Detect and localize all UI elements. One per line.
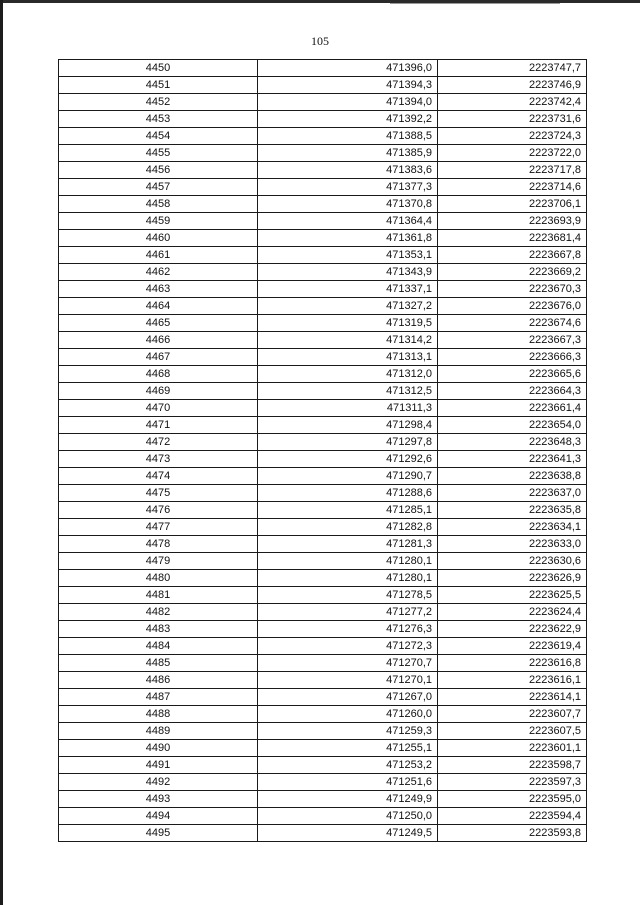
point-number-cell: 4484 (59, 638, 258, 655)
table-row (59, 349, 587, 366)
y-coordinate-cell: 2223724,3 (438, 128, 587, 145)
y-coordinate-cell: 2223622,9 (438, 621, 587, 638)
point-number-cell: 4453 (59, 111, 258, 128)
table-row (59, 485, 587, 502)
x-coordinate-cell: 471314,2 (258, 332, 438, 349)
point-number-cell: 4481 (59, 587, 258, 604)
table-row (59, 298, 587, 315)
table-row (59, 502, 587, 519)
x-coordinate-cell: 471327,2 (258, 298, 438, 315)
table-row (59, 468, 587, 485)
table-row (59, 740, 587, 757)
x-coordinate-cell: 471319,5 (258, 315, 438, 332)
y-coordinate-cell: 2223641,3 (438, 451, 587, 468)
point-number-cell: 4489 (59, 723, 258, 740)
x-coordinate-cell: 471394,0 (258, 94, 438, 111)
x-coordinate-cell: 471270,1 (258, 672, 438, 689)
table-row (59, 400, 587, 417)
point-number-cell: 4451 (59, 77, 258, 94)
table-row (59, 638, 587, 655)
y-coordinate-cell: 2223706,1 (438, 196, 587, 213)
y-coordinate-cell: 2223681,4 (438, 230, 587, 247)
y-coordinate-cell: 2223667,3 (438, 332, 587, 349)
point-number-cell: 4477 (59, 519, 258, 536)
scan-border-left (0, 0, 3, 905)
table-row (59, 383, 587, 400)
point-number-cell: 4465 (59, 315, 258, 332)
point-number-cell: 4488 (59, 706, 258, 723)
point-number-cell: 4459 (59, 213, 258, 230)
y-coordinate-cell: 2223634,1 (438, 519, 587, 536)
point-number-cell: 4474 (59, 468, 258, 485)
table-row (59, 213, 587, 230)
table-row (59, 434, 587, 451)
table-row (59, 366, 587, 383)
x-coordinate-cell: 471267,0 (258, 689, 438, 706)
y-coordinate-cell: 2223747,7 (438, 60, 587, 77)
x-coordinate-cell: 471270,7 (258, 655, 438, 672)
x-coordinate-cell: 471290,7 (258, 468, 438, 485)
table-row (59, 451, 587, 468)
x-coordinate-cell: 471343,9 (258, 264, 438, 281)
point-number-cell: 4480 (59, 570, 258, 587)
y-coordinate-cell: 2223731,6 (438, 111, 587, 128)
point-number-cell: 4475 (59, 485, 258, 502)
point-number-cell: 4494 (59, 808, 258, 825)
table-row (59, 757, 587, 774)
point-number-cell: 4463 (59, 281, 258, 298)
y-coordinate-cell: 2223616,1 (438, 672, 587, 689)
y-coordinate-cell: 2223664,3 (438, 383, 587, 400)
table-row (59, 162, 587, 179)
y-coordinate-cell: 2223595,0 (438, 791, 587, 808)
point-number-cell: 4469 (59, 383, 258, 400)
y-coordinate-cell: 2223625,5 (438, 587, 587, 604)
table-row (59, 332, 587, 349)
x-coordinate-cell: 471392,2 (258, 111, 438, 128)
table-row (59, 264, 587, 281)
table-row (59, 553, 587, 570)
y-coordinate-cell: 2223666,3 (438, 349, 587, 366)
table-row (59, 706, 587, 723)
point-number-cell: 4471 (59, 417, 258, 434)
table-row (59, 281, 587, 298)
y-coordinate-cell: 2223593,8 (438, 825, 587, 842)
x-coordinate-cell: 471255,1 (258, 740, 438, 757)
point-number-cell: 4455 (59, 145, 258, 162)
x-coordinate-cell: 471364,4 (258, 213, 438, 230)
x-coordinate-cell: 471249,5 (258, 825, 438, 842)
x-coordinate-cell: 471277,2 (258, 604, 438, 621)
point-number-cell: 4460 (59, 230, 258, 247)
table-row (59, 417, 587, 434)
x-coordinate-cell: 471259,3 (258, 723, 438, 740)
y-coordinate-cell: 2223654,0 (438, 417, 587, 434)
table-row (59, 808, 587, 825)
table-row (59, 145, 587, 162)
point-number-cell: 4470 (59, 400, 258, 417)
x-coordinate-cell: 471313,1 (258, 349, 438, 366)
table-row (59, 604, 587, 621)
y-coordinate-cell: 2223693,9 (438, 213, 587, 230)
point-number-cell: 4466 (59, 332, 258, 349)
x-coordinate-cell: 471253,2 (258, 757, 438, 774)
table-row (59, 315, 587, 332)
coordinates-table-body (59, 60, 587, 842)
x-coordinate-cell: 471311,3 (258, 400, 438, 417)
y-coordinate-cell: 2223648,3 (438, 434, 587, 451)
x-coordinate-cell: 471280,1 (258, 553, 438, 570)
point-number-cell: 4458 (59, 196, 258, 213)
y-coordinate-cell: 2223674,6 (438, 315, 587, 332)
y-coordinate-cell: 2223638,8 (438, 468, 587, 485)
y-coordinate-cell: 2223676,0 (438, 298, 587, 315)
y-coordinate-cell: 2223624,4 (438, 604, 587, 621)
y-coordinate-cell: 2223594,4 (438, 808, 587, 825)
x-coordinate-cell: 471260,0 (258, 706, 438, 723)
x-coordinate-cell: 471292,6 (258, 451, 438, 468)
y-coordinate-cell: 2223661,4 (438, 400, 587, 417)
x-coordinate-cell: 471353,1 (258, 247, 438, 264)
x-coordinate-cell: 471272,3 (258, 638, 438, 655)
point-number-cell: 4457 (59, 179, 258, 196)
point-number-cell: 4456 (59, 162, 258, 179)
point-number-cell: 4467 (59, 349, 258, 366)
table-row (59, 519, 587, 536)
x-coordinate-cell: 471377,3 (258, 179, 438, 196)
point-number-cell: 4450 (59, 60, 258, 77)
y-coordinate-cell: 2223614,1 (438, 689, 587, 706)
point-number-cell: 4492 (59, 774, 258, 791)
point-number-cell: 4476 (59, 502, 258, 519)
x-coordinate-cell: 471337,1 (258, 281, 438, 298)
point-number-cell: 4479 (59, 553, 258, 570)
point-number-cell: 4485 (59, 655, 258, 672)
x-coordinate-cell: 471278,5 (258, 587, 438, 604)
point-number-cell: 4495 (59, 825, 258, 842)
x-coordinate-cell: 471249,9 (258, 791, 438, 808)
table-row (59, 774, 587, 791)
y-coordinate-cell: 2223601,1 (438, 740, 587, 757)
point-number-cell: 4464 (59, 298, 258, 315)
y-coordinate-cell: 2223717,8 (438, 162, 587, 179)
x-coordinate-cell: 471312,0 (258, 366, 438, 383)
x-coordinate-cell: 471388,5 (258, 128, 438, 145)
point-number-cell: 4461 (59, 247, 258, 264)
point-number-cell: 4486 (59, 672, 258, 689)
table-row (59, 94, 587, 111)
x-coordinate-cell: 471288,6 (258, 485, 438, 502)
x-coordinate-cell: 471394,3 (258, 77, 438, 94)
y-coordinate-cell: 2223742,4 (438, 94, 587, 111)
table-row (59, 128, 587, 145)
y-coordinate-cell: 2223619,4 (438, 638, 587, 655)
table-row (59, 230, 587, 247)
table-row (59, 723, 587, 740)
x-coordinate-cell: 471280,1 (258, 570, 438, 587)
table-row (59, 60, 587, 77)
table-row (59, 791, 587, 808)
point-number-cell: 4462 (59, 264, 258, 281)
page-number: 105 (311, 34, 329, 48)
y-coordinate-cell: 2223616,8 (438, 655, 587, 672)
y-coordinate-cell: 2223607,5 (438, 723, 587, 740)
point-number-cell: 4491 (59, 757, 258, 774)
x-coordinate-cell: 471250,0 (258, 808, 438, 825)
point-number-cell: 4454 (59, 128, 258, 145)
x-coordinate-cell: 471370,8 (258, 196, 438, 213)
y-coordinate-cell: 2223633,0 (438, 536, 587, 553)
coordinates-table (58, 59, 587, 842)
point-number-cell: 4490 (59, 740, 258, 757)
y-coordinate-cell: 2223637,0 (438, 485, 587, 502)
table-row (59, 672, 587, 689)
point-number-cell: 4483 (59, 621, 258, 638)
table-row (59, 196, 587, 213)
point-number-cell: 4468 (59, 366, 258, 383)
point-number-cell: 4493 (59, 791, 258, 808)
table-row (59, 77, 587, 94)
y-coordinate-cell: 2223665,6 (438, 366, 587, 383)
x-coordinate-cell: 471285,1 (258, 502, 438, 519)
x-coordinate-cell: 471396,0 (258, 60, 438, 77)
y-coordinate-cell: 2223630,6 (438, 553, 587, 570)
y-coordinate-cell: 2223635,8 (438, 502, 587, 519)
x-coordinate-cell: 471312,5 (258, 383, 438, 400)
table-row (59, 825, 587, 842)
point-number-cell: 4473 (59, 451, 258, 468)
table-row (59, 536, 587, 553)
x-coordinate-cell: 471361,8 (258, 230, 438, 247)
table-row (59, 179, 587, 196)
y-coordinate-cell: 2223597,3 (438, 774, 587, 791)
y-coordinate-cell: 2223626,9 (438, 570, 587, 587)
table-row (59, 587, 587, 604)
y-coordinate-cell: 2223669,2 (438, 264, 587, 281)
y-coordinate-cell: 2223598,7 (438, 757, 587, 774)
y-coordinate-cell: 2223746,9 (438, 77, 587, 94)
x-coordinate-cell: 471298,4 (258, 417, 438, 434)
point-number-cell: 4452 (59, 94, 258, 111)
x-coordinate-cell: 471281,3 (258, 536, 438, 553)
x-coordinate-cell: 471276,3 (258, 621, 438, 638)
table-row (59, 655, 587, 672)
x-coordinate-cell: 471251,6 (258, 774, 438, 791)
x-coordinate-cell: 471282,8 (258, 519, 438, 536)
x-coordinate-cell: 471383,6 (258, 162, 438, 179)
point-number-cell: 4478 (59, 536, 258, 553)
y-coordinate-cell: 2223714,6 (438, 179, 587, 196)
x-coordinate-cell: 471297,8 (258, 434, 438, 451)
table-row (59, 111, 587, 128)
scan-artifact-line (390, 3, 560, 4)
point-number-cell: 4472 (59, 434, 258, 451)
y-coordinate-cell: 2223667,8 (438, 247, 587, 264)
table-row (59, 689, 587, 706)
table-row (59, 621, 587, 638)
table-row (59, 247, 587, 264)
point-number-cell: 4487 (59, 689, 258, 706)
y-coordinate-cell: 2223670,3 (438, 281, 587, 298)
table-row (59, 570, 587, 587)
point-number-cell: 4482 (59, 604, 258, 621)
y-coordinate-cell: 2223722,0 (438, 145, 587, 162)
y-coordinate-cell: 2223607,7 (438, 706, 587, 723)
x-coordinate-cell: 471385,9 (258, 145, 438, 162)
